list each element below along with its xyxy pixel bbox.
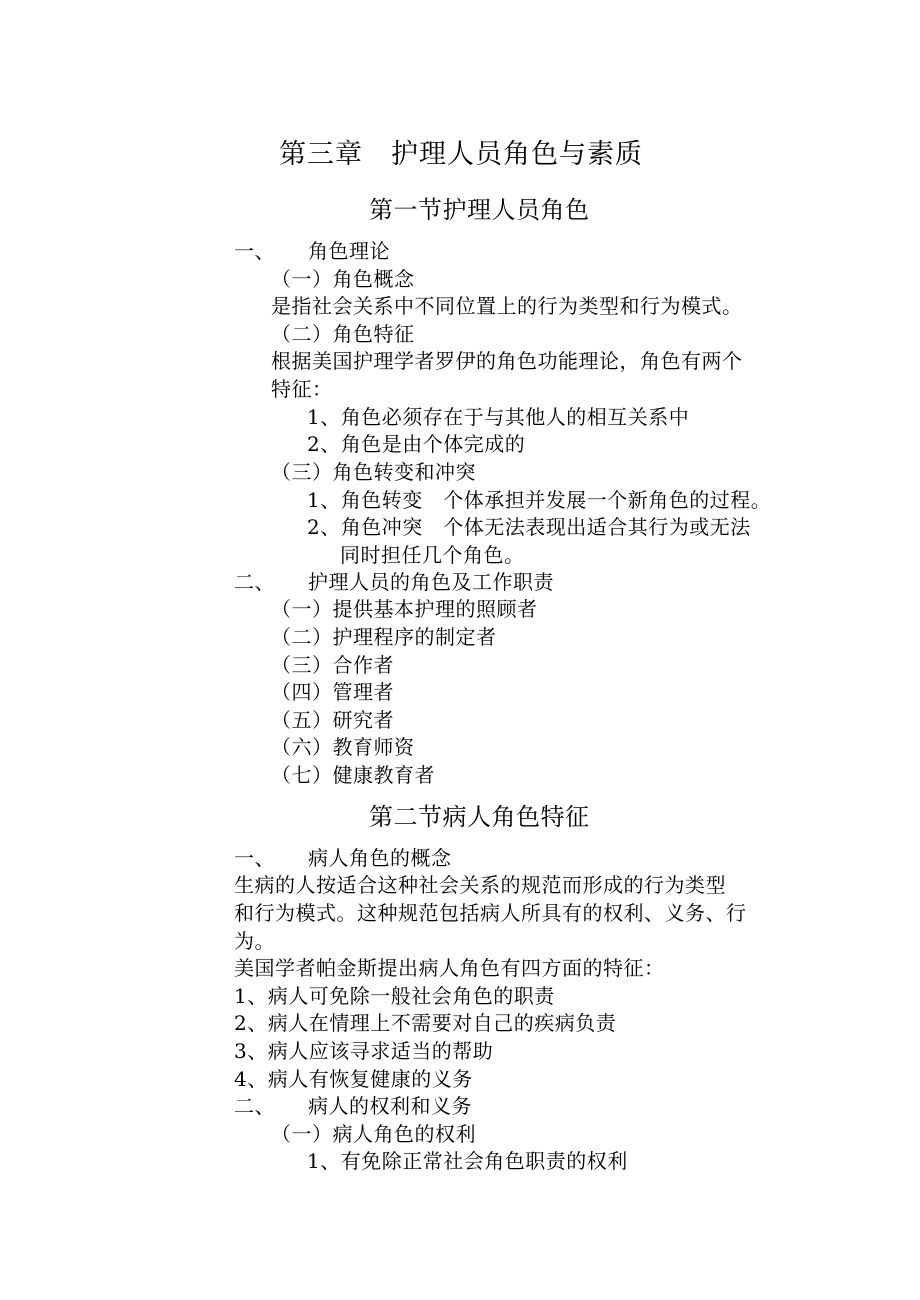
list-item: （三）合作者 <box>271 653 394 677</box>
heading-number: 二、 <box>234 1094 275 1118</box>
chapter-title: 第三章 护理人员角色与素质 <box>279 139 643 170</box>
list-item: （二）护理程序的制定者 <box>271 625 497 649</box>
paragraph-patient-role-line3: 为。 <box>234 929 275 953</box>
list-item: 1、有免除正常社会角色职责的权利 <box>307 1149 628 1173</box>
subheading-role-transition: （三）角色转变和冲突 <box>271 460 476 484</box>
list-item: 2、角色冲突 个体无法表现出适合其行为或无法 <box>307 515 751 539</box>
list-item: 1、角色必须存在于与其他人的相互关系中 <box>307 405 690 429</box>
paragraph-patient-role-line1: 生病的人按适合这种社会关系的规范而形成的行为类型 <box>234 873 726 897</box>
section2-part1-heading <box>234 845 452 872</box>
paragraph-parsons-intro: 美国学者帕金斯提出病人角色有四方面的特征： <box>234 956 665 980</box>
list-item: 4、病人有恢复健康的义务 <box>234 1067 473 1091</box>
section2-title: 第二节病人角色特征 <box>369 803 590 831</box>
list-item-continuation: 同时担任几个角色。 <box>340 543 525 567</box>
heading-number: 一、 <box>234 239 275 263</box>
list-item: 1、病人可免除一般社会角色的职责 <box>234 984 555 1008</box>
list-item: （六）教育师资 <box>271 735 415 759</box>
list-item: （七）健康教育者 <box>271 763 435 787</box>
section1-part2-heading <box>234 569 554 596</box>
list-item: 2、病人在情理上不需要对自己的疾病负责 <box>234 1011 617 1035</box>
heading-text: 病人的权利和义务 <box>308 1094 472 1118</box>
section1-part1-heading <box>234 238 390 265</box>
list-item: 2、角色是由个体完成的 <box>307 432 526 456</box>
heading-text: 病人角色的概念 <box>308 846 452 870</box>
paragraph-patient-role-line2: 和行为模式。这种规范包括病人所具有的权利、义务、行 <box>234 901 747 925</box>
list-item: 3、病人应该寻求适当的帮助 <box>234 1039 494 1063</box>
paragraph-role-concept: 是指社会关系中不同位置上的行为类型和行为模式。 <box>271 294 743 318</box>
section1-title: 第一节护理人员角色 <box>369 196 590 224</box>
list-item: （四）管理者 <box>271 680 394 704</box>
heading-number: 二、 <box>234 570 275 594</box>
subheading-patient-rights: （一）病人角色的权利 <box>271 1122 476 1146</box>
section2-part2-heading <box>234 1093 472 1120</box>
paragraph-role-features-line1: 根据美国护理学者罗伊的角色功能理论，角色有两个 <box>271 349 743 373</box>
heading-number: 一、 <box>234 846 275 870</box>
subheading-role-concept: （一）角色概念 <box>271 267 415 291</box>
list-item: （五）研究者 <box>271 708 394 732</box>
heading-text: 护理人员的角色及工作职责 <box>308 570 554 594</box>
list-item: （一）提供基本护理的照顾者 <box>271 597 538 621</box>
heading-text: 角色理论 <box>308 239 390 263</box>
subheading-role-features: （二）角色特征 <box>271 322 415 346</box>
list-item: 1、角色转变 个体承担并发展一个新角色的过程。 <box>307 488 772 512</box>
paragraph-role-features-line2: 特征： <box>271 377 333 401</box>
